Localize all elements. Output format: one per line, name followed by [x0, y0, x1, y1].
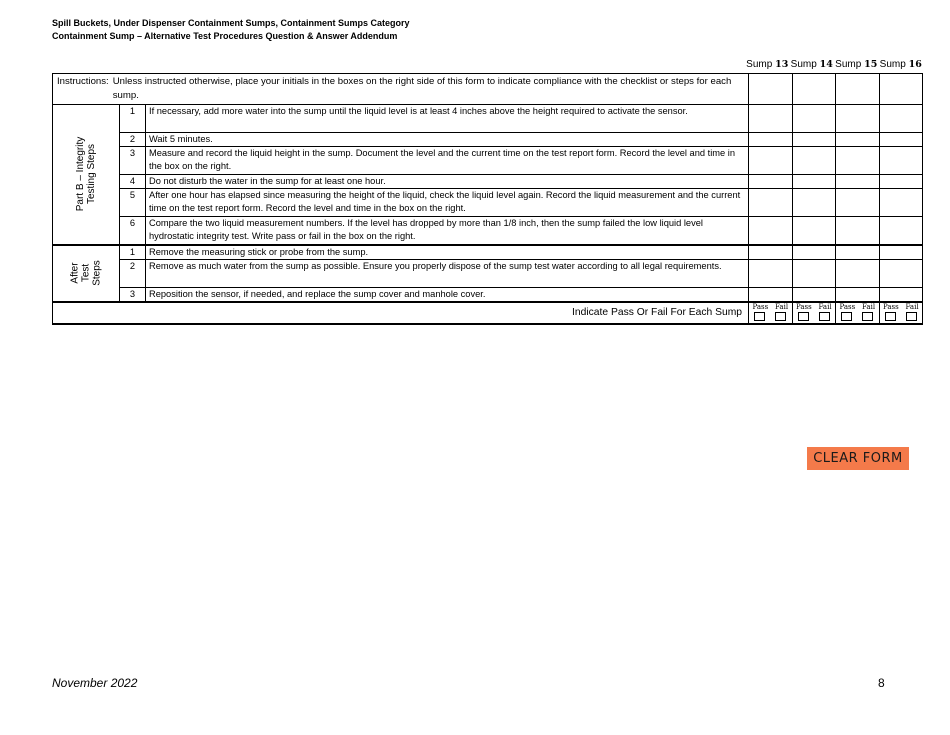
pass-fail-cell-sump-15: [836, 302, 880, 324]
initial-box[interactable]: [836, 217, 880, 245]
clear-form-button[interactable]: CLEAR FORM: [807, 447, 909, 470]
pass-checkbox[interactable]: [798, 312, 809, 321]
fail-label: Fail: [905, 302, 919, 311]
sump-header-14: Sump 14: [790, 59, 833, 70]
step-number: 2: [120, 259, 146, 287]
pass-fail-cell-sump-13: [749, 302, 793, 324]
initial-box[interactable]: [879, 175, 923, 189]
initial-box[interactable]: [836, 147, 880, 175]
pass-fail-label: Indicate Pass Or Fail For Each Sump: [53, 302, 749, 324]
initial-box[interactable]: [749, 259, 793, 287]
initial-box[interactable]: [836, 74, 880, 105]
step-number: 1: [120, 245, 146, 260]
step-number: 5: [120, 189, 146, 217]
step-text: Reposition the sensor, if needed, and replace the sump cover and manhole cover.: [146, 287, 749, 302]
initial-box[interactable]: [836, 105, 880, 133]
initial-box[interactable]: [792, 147, 836, 175]
fail-label: Fail: [818, 302, 832, 311]
step-number: 3: [120, 147, 146, 175]
sump-header-16: Sump 16: [879, 59, 922, 70]
initial-box[interactable]: [879, 133, 923, 147]
step-number: 4: [120, 175, 146, 189]
step-text: Remove as much water from the sump as possible. Ensure you properly dispose of the sump test water according to all legal requirements.: [146, 259, 749, 287]
fail-checkbox[interactable]: [906, 312, 917, 321]
initial-box[interactable]: [749, 74, 793, 105]
initial-box[interactable]: [836, 245, 880, 260]
document-header-line2: Containment Sump – Alternative Test Procedures Question & Answer Addendum: [52, 31, 398, 41]
initial-box[interactable]: [879, 217, 923, 245]
checklist-table: [52, 73, 923, 325]
initial-box[interactable]: [792, 287, 836, 302]
step-number: 6: [120, 217, 146, 245]
fail-label: Fail: [775, 302, 789, 311]
step-number: 3: [120, 287, 146, 302]
initial-box[interactable]: [749, 287, 793, 302]
step-text: Do not disturb the water in the sump for at least one hour.: [146, 175, 749, 189]
pass-checkbox[interactable]: [754, 312, 765, 321]
initial-box[interactable]: [749, 189, 793, 217]
initial-box[interactable]: [792, 133, 836, 147]
instructions-text: Unless instructed otherwise, place your initials in the boxes on the right side of this form to indicate compliance with the checklist or steps for each sump.: [112, 76, 732, 101]
initial-box[interactable]: [836, 175, 880, 189]
step-text: Remove the measuring stick or probe from the sump.: [146, 245, 749, 260]
step-number: 2: [120, 133, 146, 147]
initial-box[interactable]: [792, 74, 836, 105]
pass-fail-cell-sump-14: [792, 302, 836, 324]
section-part-b-label-cell: [53, 105, 120, 245]
initial-box[interactable]: [879, 287, 923, 302]
initial-box[interactable]: [879, 245, 923, 260]
pass-label: Pass: [752, 302, 769, 311]
pass-fail-cell-sump-16: [879, 302, 923, 324]
section-after-test-label: After Test Steps: [69, 260, 103, 286]
step-number: 1: [120, 105, 146, 133]
initial-box[interactable]: [879, 147, 923, 175]
instructions-label: Instructions:: [57, 76, 109, 87]
step-text: Measure and record the liquid height in the sump. Document the level and the current time on the test report form. Record the level and time in the box on the right.: [146, 147, 749, 175]
pass-label: Pass: [795, 302, 812, 311]
initial-box[interactable]: [749, 175, 793, 189]
sump-header-13: Sump 13: [746, 59, 789, 70]
initial-box[interactable]: [836, 259, 880, 287]
initial-box[interactable]: [749, 105, 793, 133]
sump-column-headers: [745, 59, 923, 70]
initial-box[interactable]: [836, 287, 880, 302]
section-after-test-label-cell: [53, 245, 120, 302]
sump-header-15: Sump 15: [835, 59, 878, 70]
pass-checkbox[interactable]: [885, 312, 896, 321]
document-header-line1: Spill Buckets, Under Dispenser Containment Sumps, Containment Sumps Category: [52, 18, 410, 28]
step-text: After one hour has elapsed since measuring the height of the liquid, check the liquid level again. Record the liquid measurement and the current time on the test report form. Record the level and time in the box on the right.: [146, 189, 749, 217]
initial-box[interactable]: [836, 133, 880, 147]
pass-checkbox[interactable]: [841, 312, 852, 321]
footer-date: November 2022: [52, 676, 138, 690]
page-number: 8: [878, 676, 885, 690]
initial-box[interactable]: [792, 217, 836, 245]
initial-box[interactable]: [792, 259, 836, 287]
initial-box[interactable]: [792, 175, 836, 189]
initial-box[interactable]: [879, 105, 923, 133]
initial-box[interactable]: [792, 245, 836, 260]
pass-label: Pass: [882, 302, 899, 311]
initial-box[interactable]: [749, 245, 793, 260]
initial-box[interactable]: [749, 217, 793, 245]
initial-box[interactable]: [749, 133, 793, 147]
pass-label: Pass: [839, 302, 856, 311]
fail-label: Fail: [862, 302, 876, 311]
instructions-cell: [53, 74, 749, 105]
initial-box[interactable]: [836, 189, 880, 217]
initial-box[interactable]: [792, 189, 836, 217]
step-text: If necessary, add more water into the sump until the liquid level is at least 4 inches above the height required to activate the sensor.: [146, 105, 749, 133]
fail-checkbox[interactable]: [775, 312, 786, 321]
step-text: Wait 5 minutes.: [146, 133, 749, 147]
initial-box[interactable]: [879, 259, 923, 287]
step-text: Compare the two liquid measurement numbers. If the level has dropped by more than 1/8 inch, then the sump failed the low liquid level hydrostatic integrity test. Write pass or fail in the box on the right.: [146, 217, 749, 245]
initial-box[interactable]: [749, 147, 793, 175]
fail-checkbox[interactable]: [862, 312, 873, 321]
fail-checkbox[interactable]: [819, 312, 830, 321]
initial-box[interactable]: [879, 189, 923, 217]
section-part-b-label: Part B – Integrity Testing Steps: [75, 137, 97, 212]
initial-box[interactable]: [792, 105, 836, 133]
initial-box[interactable]: [879, 74, 923, 105]
